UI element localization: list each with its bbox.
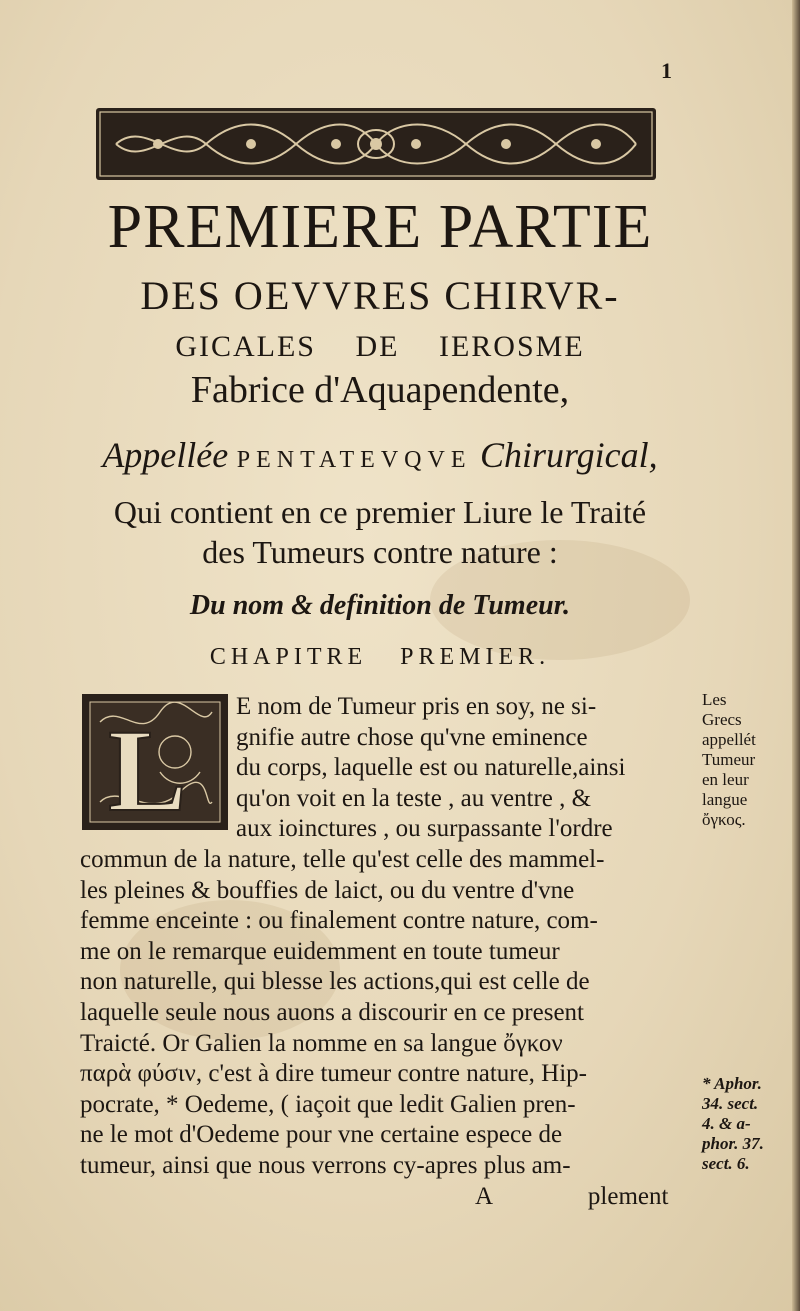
title-line-5 — [0, 434, 760, 476]
body-line: qu'on voit en la teste , au ventre , & — [236, 784, 592, 812]
body-line: me on le remarque euidemment en toute tumeur — [80, 937, 560, 965]
margin-note-line: appellét — [702, 730, 756, 749]
title-line-6b: des Tumeurs contre nature : — [202, 534, 558, 570]
body-line: femme enceinte : ou finalement contre nature, com- — [80, 907, 598, 935]
body-line: παρὰ φύσιν, c'est à dire tumeur contre nature, Hip- — [80, 1060, 588, 1088]
title-description — [0, 492, 760, 572]
margin-note-line: Tumeur — [702, 750, 756, 769]
body-line: gnifie autre chose qu'vne eminence — [236, 723, 588, 751]
svg-text:L: L — [108, 705, 187, 832]
title-line-2: DES OEVVRES CHIRVR- — [140, 273, 620, 318]
body-line: non naturelle, qui blesse les actions,qui est celle de — [80, 968, 590, 996]
section-subtitle: Du nom & definition de Tumeur. — [189, 590, 571, 621]
margin-note-line: * Aphor. — [702, 1074, 762, 1093]
body-line: les pleines & bouffies de laict, ou du ventre d'vne — [80, 876, 575, 904]
body-line: commun de la nature, telle qu'est celle des mammel- — [80, 845, 605, 873]
catchword-line: A plement — [475, 1182, 669, 1210]
margin-note-line: ὄγκος. — [702, 810, 746, 829]
title-pentateuque: PENTATEVQVE — [236, 447, 472, 473]
body-line: laquelle seule nous auons a discourir en ce present — [80, 998, 584, 1026]
body-line: pocrate, * Oedeme, ( iaçoit que ledit Galien pren- — [80, 1090, 576, 1118]
margin-note-line: Les — [702, 690, 727, 709]
body-line: tumeur, ainsi que nous verrons cy-apres plus am- — [80, 1151, 571, 1179]
body-line: ne le mot d'Oedeme pour vne certaine espece de — [80, 1121, 563, 1149]
page-number: 1 — [661, 58, 672, 83]
title-line-6a: Qui contient en ce premier Liure le Traité — [113, 494, 647, 530]
body-line: Traicté. Or Galien la nomme en sa langue ὄγκον — [80, 1029, 563, 1057]
chapter-heading: CHAPITRE PREMIER. — [209, 644, 551, 670]
margin-note-line: Grecs — [702, 710, 742, 729]
margin-note-line: 4. & a- — [702, 1114, 751, 1133]
body-line: E nom de Tumeur pris en soy, ne si- — [236, 693, 597, 720]
body-line: du corps, laquelle est ou naturelle,ainsi — [236, 754, 626, 782]
title-line-4: Fabrice d'Aquapendente, — [190, 369, 570, 411]
body-paragraph — [80, 692, 700, 1212]
title-chirurgical: Chirurgical, — [479, 435, 658, 475]
decorative-vine-headpiece-icon — [96, 108, 656, 180]
margin-note-line: sect. 6. — [702, 1154, 750, 1173]
body-line: aux ioinctures , ou surpassante l'ordre — [236, 815, 613, 843]
margin-note-line: langue — [702, 790, 748, 809]
margin-note-line: en leur — [702, 770, 749, 789]
title-appellee: Appellée — [102, 435, 229, 475]
margin-note-greek — [702, 690, 792, 830]
title-line-1: PREMIERE PARTIE — [107, 193, 653, 261]
title-line-3: GICALES DE IEROSME — [175, 330, 585, 363]
margin-note-line: phor. 37. — [702, 1134, 764, 1153]
margin-note-line: 34. sect. — [702, 1094, 759, 1113]
margin-note-aphorism — [702, 1074, 794, 1174]
